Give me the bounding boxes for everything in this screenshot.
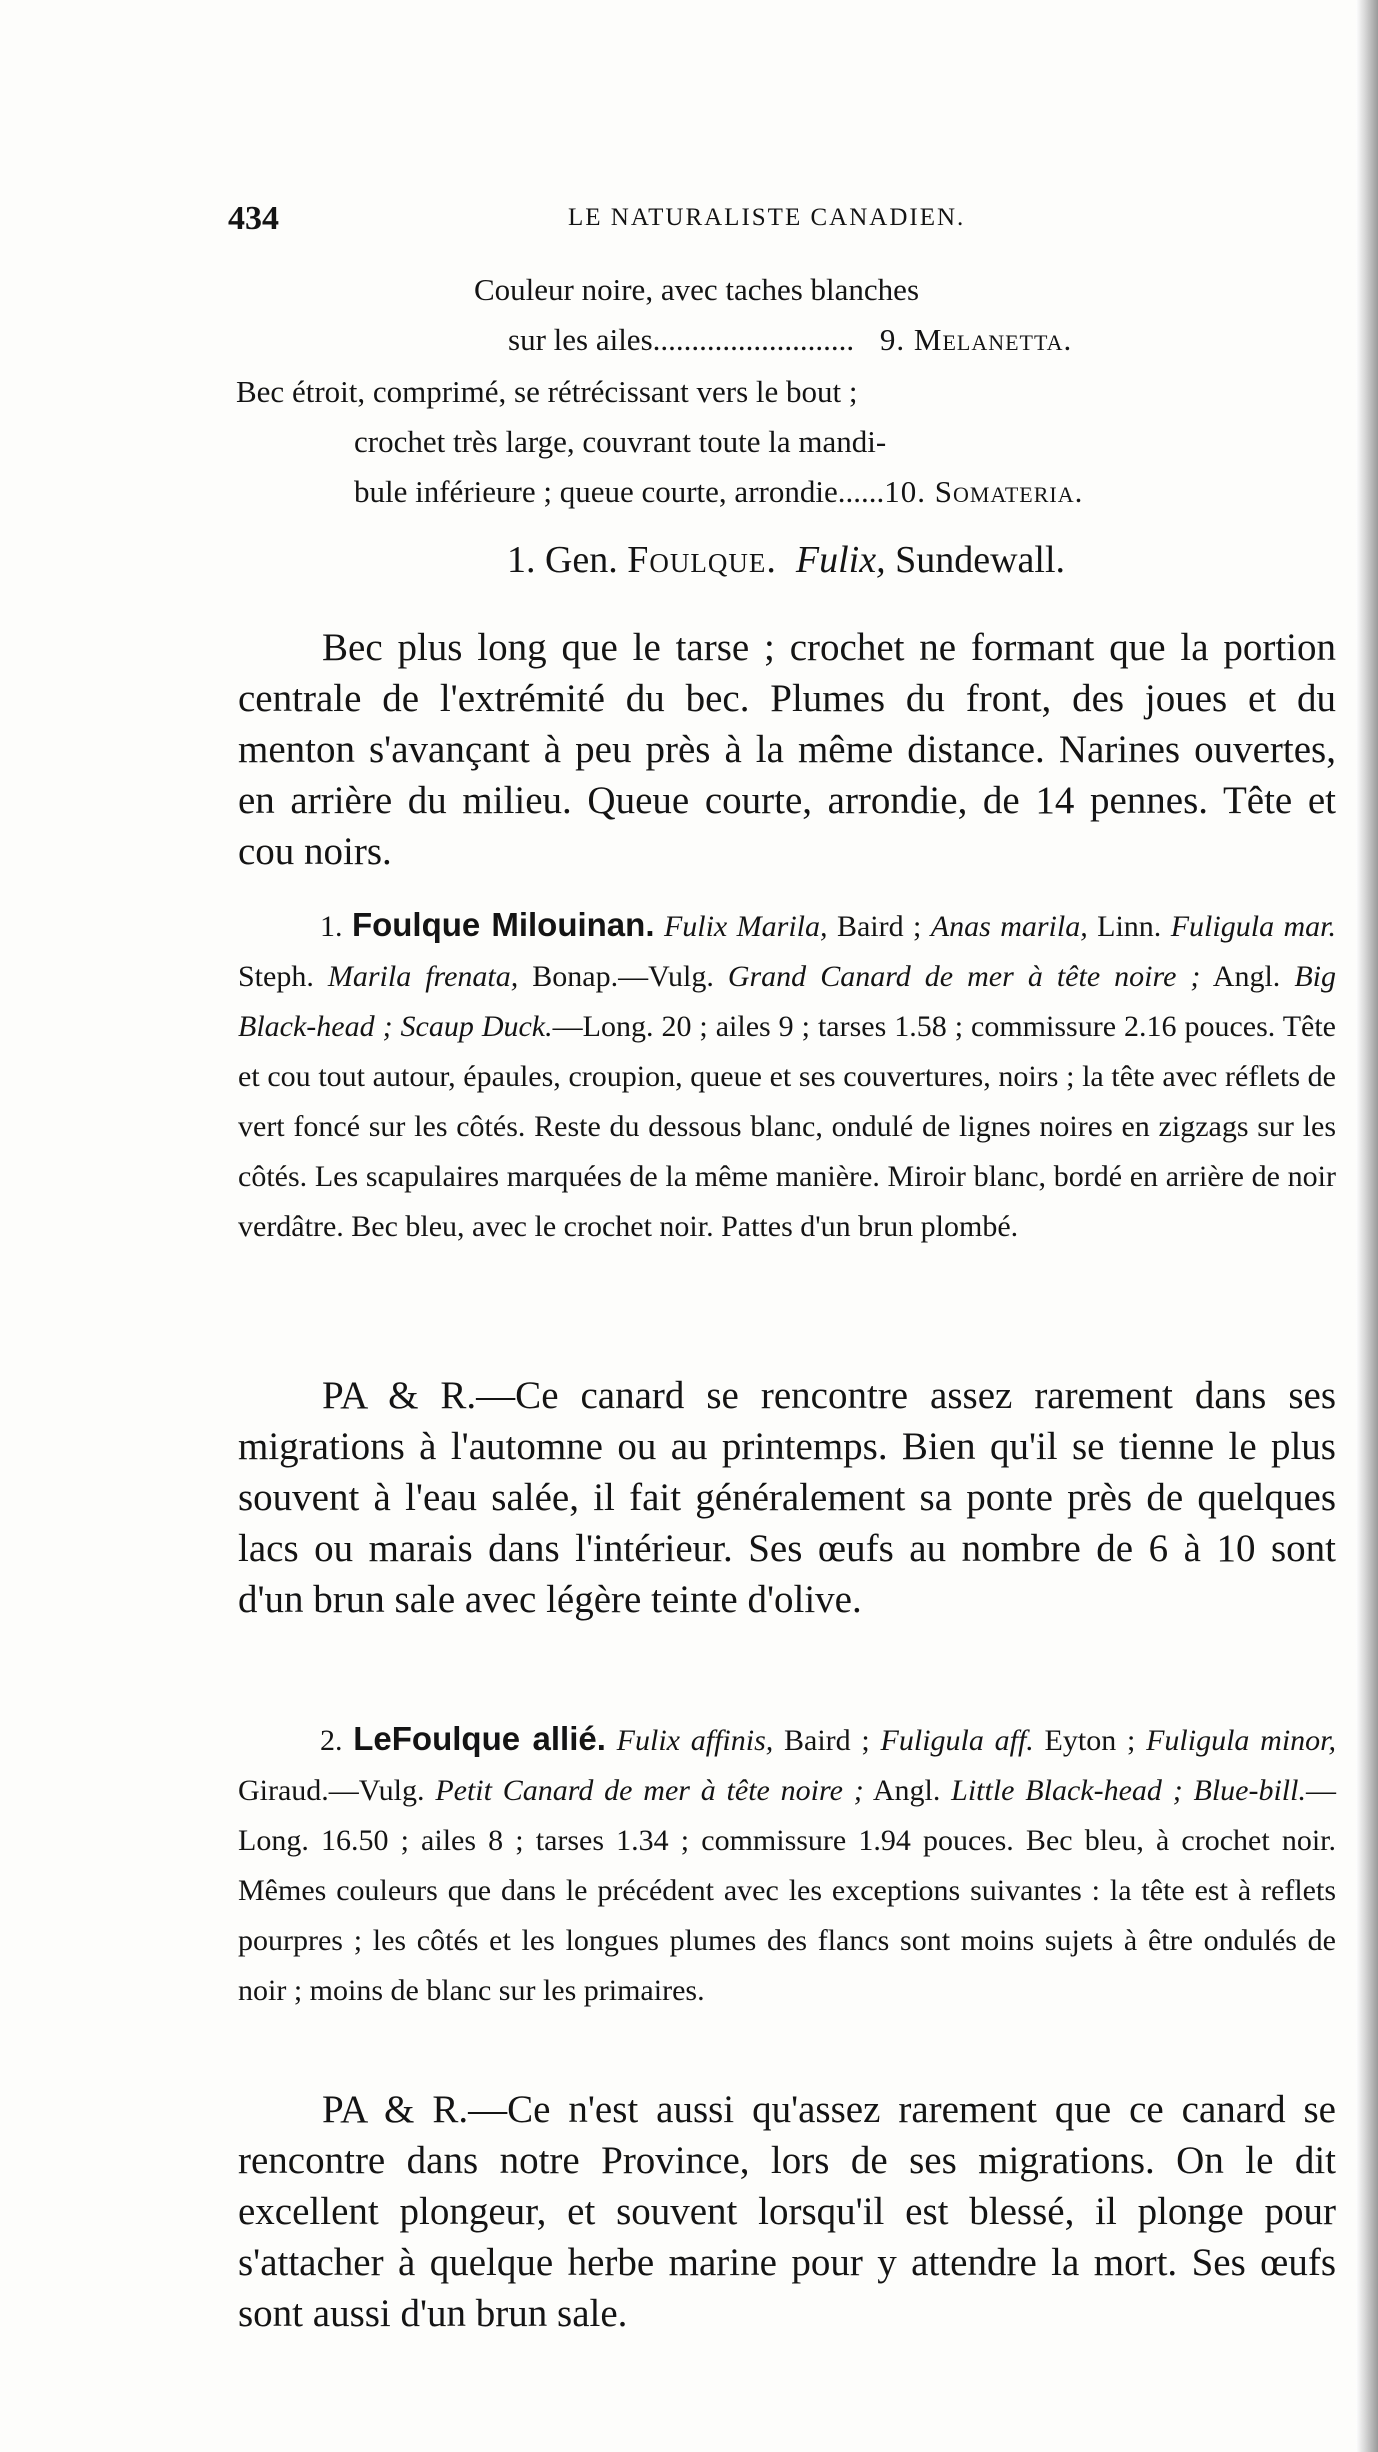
- species-2-name: LeFoulque allié.: [353, 1720, 606, 1757]
- running-head: LE NATURALISTE CANADIEN.: [568, 204, 966, 231]
- species-1-remark: PA & R.—Ce canard se rencontre assez rarement dans ses migrations à l'automne ou au printemps. Bien qu'il se tienne le plus souvent à l'eau salée, il fait généralement sa ponte près de quelques lacs ou marais dans l'intérieur. Ses œufs au nombre de 6 à 10 sont d'un brun sale avec légère teinte d'olive.: [238, 1374, 1336, 1621]
- species-1-vernacular: Grand Canard de mer à tête noire ;: [727, 960, 1201, 993]
- key-line-3: Bec étroit, comprimé, se rétrécissant vers le bout ;: [236, 374, 858, 409]
- key-line-5: [354, 470, 1083, 514]
- species-2-text: Baird ;: [773, 1724, 881, 1757]
- species-1-entry: [238, 900, 1336, 1252]
- species-1-remark-block: [238, 1370, 1336, 1625]
- species-2-paragraph: [238, 1714, 1336, 2016]
- species-2-english: Little Black-head ; Blue-bill.: [951, 1774, 1306, 1807]
- page-edge: [1356, 0, 1378, 2452]
- species-2-vernacular: Petit Canard de mer à tête noire ;: [435, 1774, 864, 1807]
- species-2-latin-1: Fulix affinis,: [616, 1724, 774, 1757]
- species-2-entry: [238, 1714, 1336, 2016]
- species-1-paragraph: [238, 900, 1336, 1252]
- species-2-number: 2.: [320, 1724, 343, 1757]
- species-2-text: Giraud.—Vulg.: [238, 1774, 436, 1807]
- genus-heading: [236, 538, 1336, 582]
- species-1-latin-1: Fulix Marila,: [663, 910, 828, 943]
- genus-latin: Fulix,: [795, 539, 886, 581]
- species-1-text: Linn.: [1087, 910, 1171, 943]
- species-2-remark: PA & R.—Ce n'est aussi qu'assez rarement que ce canard se rencontre dans notre Province, lors de ses migrations. On le dit excellent plongeur, et souvent lorsqu'il est blessé, il plonge pour s'attacher à quelque herbe marine pour y attendre la mort. Ses œufs sont aussi d'un brun sale.: [238, 2088, 1336, 2335]
- species-1-number: 1.: [320, 910, 343, 943]
- key-line-1: Couleur noire, avec taches blanches: [474, 272, 920, 307]
- species-1-text: Steph.: [238, 960, 328, 993]
- key-leader: ..........................: [652, 322, 855, 357]
- species-2-text: Eyton ;: [1033, 1724, 1147, 1757]
- key-line-4: crochet très large, couvrant toute la mandi-: [354, 424, 887, 459]
- species-1-english: Big Black-head ; Scaup Duck.: [238, 960, 1336, 1043]
- species-2-remark-block: [238, 2084, 1336, 2339]
- key-leader: ......: [837, 474, 885, 509]
- species-2-latin-3: Fuligula minor,: [1146, 1724, 1337, 1757]
- genus-description-block: [238, 622, 1336, 877]
- page-header: [228, 200, 1338, 240]
- species-2-text: Angl.: [863, 1774, 952, 1807]
- page-number: 434: [228, 200, 279, 237]
- species-2-description: —Long. 16.50 ; ailes 8 ; tarses 1.34 ; commissure 1.94 pouces. Bec bleu, à crochet noir. Mêmes couleurs que dans le précédent avec les exceptions suivantes : la tête est à reflets pourpres ; les côtés et les longues plumes des flancs sont moins sujets à être ondulés de noir ; moins de blanc sur les primaires.: [238, 1774, 1336, 2007]
- species-1-name: Foulque Milouinan.: [351, 906, 655, 943]
- species-1-latin-4: Marila frenata,: [327, 960, 519, 993]
- species-1-latin-2: Anas marila,: [930, 910, 1088, 943]
- species-1-description: —Long. 20 ; ailes 9 ; tarses 1.58 ; commissure 2.16 pouces. Tête et cou tout autour, épaules, croupion, queue et ses couvertures, noirs ; la tête avec réflets de vert foncé sur les côtés. Reste du dessous blanc, ondulé de lignes noires en zigzags sur les côtés. Les scapulaires marquées de la même manière. Miroir blanc, bordé en arrière de noir verdâtre. Bec bleu, avec le crochet noir. Pattes d'un brun plombé.: [238, 1010, 1336, 1243]
- species-2-latin-2: Fuligula aff.: [880, 1724, 1034, 1757]
- genus-name: Foulque.: [627, 539, 777, 581]
- key-line-2: [508, 318, 1072, 362]
- key-line-5-text: bule inférieure ; queue courte, arrondie: [354, 474, 838, 509]
- key-entry-melanetta: 9. Melanetta.: [879, 322, 1073, 357]
- species-1-latin-3: Fuligula mar.: [1170, 910, 1337, 943]
- species-1-text: Bonap.—Vulg.: [518, 960, 728, 993]
- key-entry-somateria: 10. Somateria.: [884, 474, 1084, 509]
- genus-author: Sundewall.: [895, 539, 1066, 581]
- species-1-text: Baird ;: [827, 910, 931, 943]
- key-line-2-text: sur les ailes: [508, 322, 653, 357]
- species-1-text: Angl.: [1200, 960, 1295, 993]
- genus-number: 1. Gen.: [506, 539, 618, 581]
- genus-description: Bec plus long que le tarse ; crochet ne formant que la portion centrale de l'extrémité du bec. Plumes du front, des joues et du menton s'avançant à peu près à la même distance. Narines ouvertes, en arrière du milieu. Queue courte, arrondie, de 14 pennes. Tête et cou noirs.: [238, 626, 1336, 873]
